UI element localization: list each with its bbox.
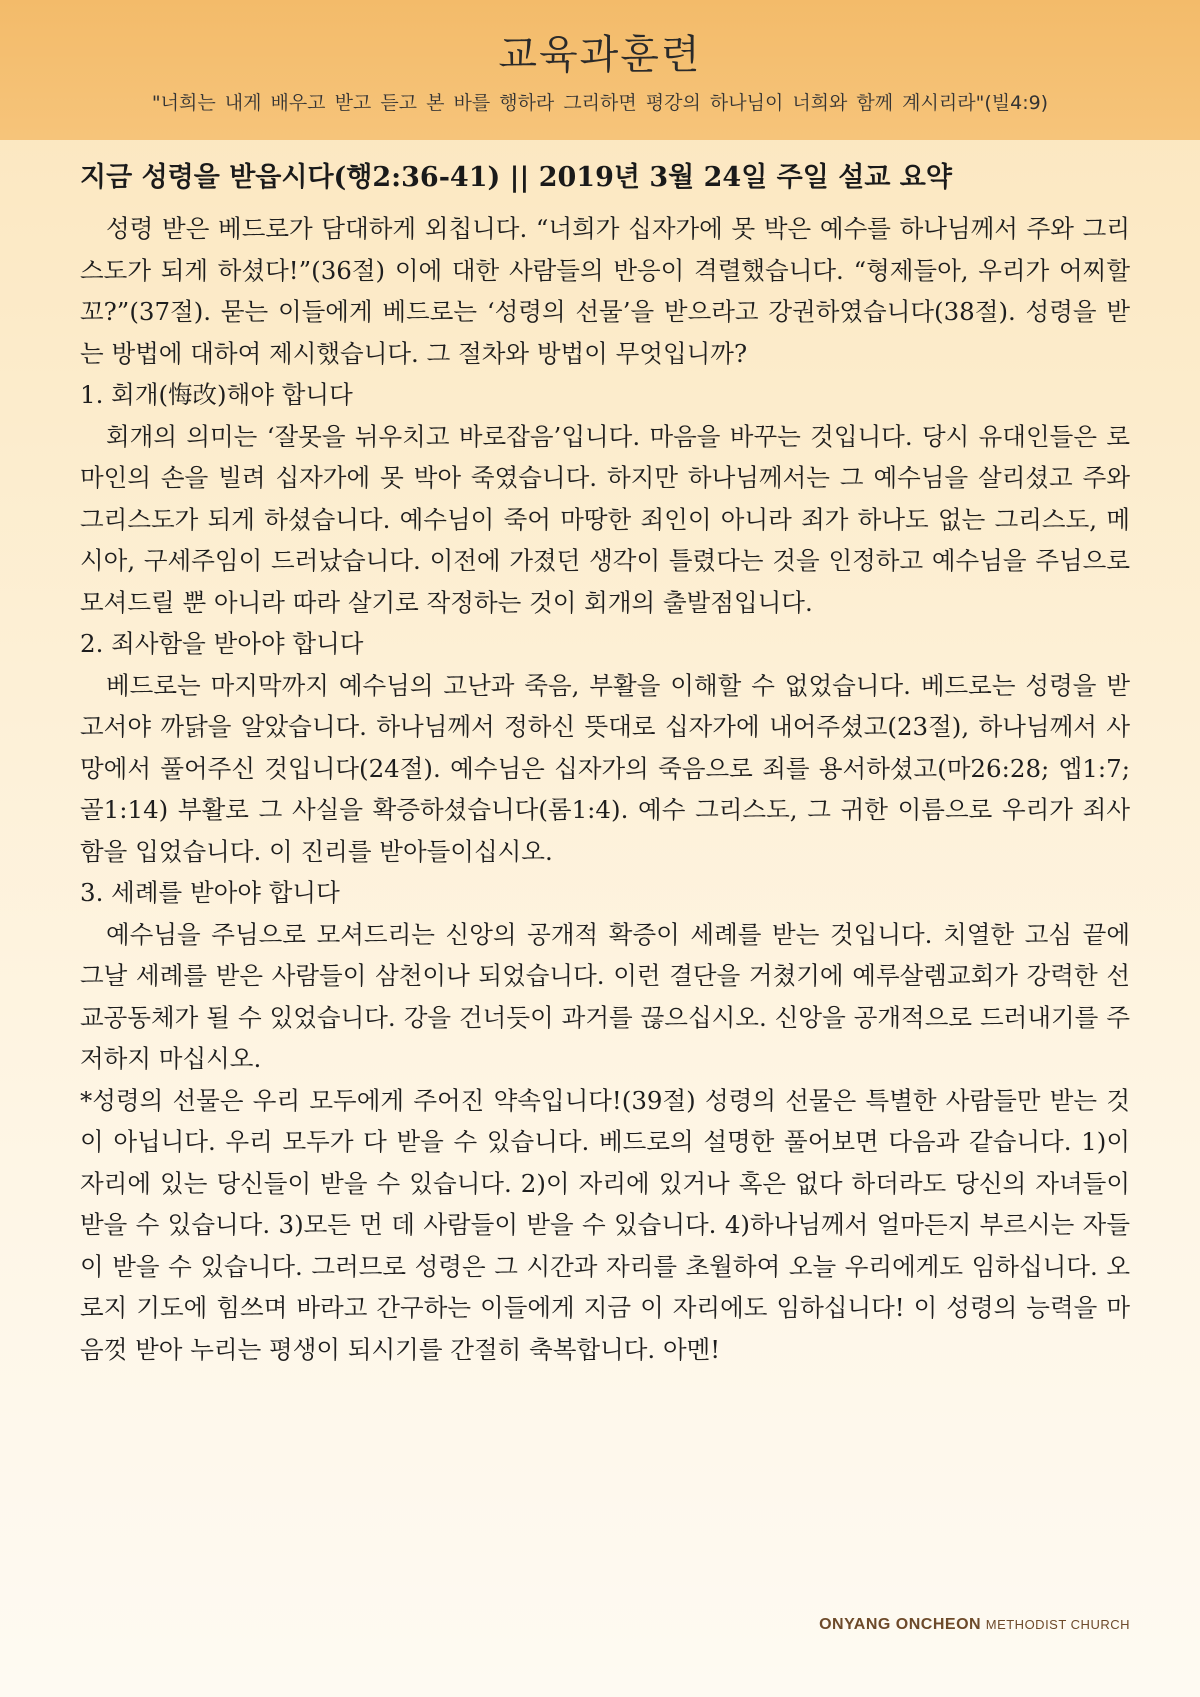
sermon-body xyxy=(80,208,1130,1370)
church-name: ONYANG ONCHEON xyxy=(819,1616,982,1633)
church-logo xyxy=(819,1616,1130,1634)
section-text-3: 예수님을 주님으로 모셔드리는 신앙의 공개적 확증이 세례를 받는 것입니다. 치열한 고심 끝에 그날 세례를 받은 사람들이 삼천이나 되었습니다. 이런 결단을 거쳤기에 예루살렘교회가 강력한 선교공동체가 될 수 있었습니다. 강을 건너듯이 과거를 끊으십시오. 신앙을 공개적으로 드러내기를 주저하지 마십시오. xyxy=(80,919,1130,1073)
church-denomination: METHODIST CHURCH xyxy=(985,1617,1130,1632)
sermon-content xyxy=(80,156,1130,1370)
intro-paragraph: 성령 받은 베드로가 담대하게 외칩니다. “너희가 십자가에 못 박은 예수를 하나님께서 주와 그리스도가 되게 하셨다!”(36절) 이에 대한 사람들의 반응이 격렬했습니다. “형제들아, 우리가 어찌할꼬?”(37절). 묻는 이들에게 베드로는 ‘성령의 선물’을 받으라고 강권하였습니다(38절). 성령을 받는 방법에 대하여 제시했습니다. 그 절차와 방법이 무엇입니까? xyxy=(80,214,1130,368)
section-text-2: 베드로는 마지막까지 예수님의 고난과 죽음, 부활을 이해할 수 없었습니다. 베드로는 성령을 받고서야 까닭을 알았습니다. 하나님께서 정하신 뜻대로 십자가에 내어주셨고(23절), 하나님께서 사망에서 풀어주신 것입니다(24절). 예수님은 십자가의 죽음으로 죄를 용서하셨고(마26:28; 엡1:7; 골1:14) 부활로 그 사실을 확증하셨습니다(롬1:4). 예수 그리스도, 그 귀한 이름으로 우리가 죄사함을 입었습니다. 이 진리를 받아들이십시오. xyxy=(80,670,1130,866)
section-heading-3: 3. 세례를 받아야 합니다 xyxy=(80,878,340,907)
section-heading-1: 1. 회개(悔改)해야 합니다 xyxy=(80,380,353,409)
header-verse: "너희는 내게 배우고 받고 듣고 본 바를 행하라 그리하면 평강의 하나님이 너희와 함께 계시리라"(빌4:9) xyxy=(151,92,1049,114)
header-banner xyxy=(0,0,1200,140)
sermon-title: 지금 성령을 받읍시다(행2:36-41) || 2019년 3월 24일 주일 설교 요약 xyxy=(80,162,952,193)
holy-spirit-note: *성령의 선물은 우리 모두에게 주어진 약속입니다!(39절) 성령의 선물은 특별한 사람들만 받는 것이 아닙니다. 우리 모두가 다 받을 수 있습니다. 베드로의 설명한 풀어보면 다음과 같습니다. 1)이 자리에 있는 당신들이 받을 수 있습니다. 2)이 자리에 있거나 혹은 없다 하더라도 당신의 자녀들이 받을 수 있습니다. 3)모든 먼 데 사람들이 받을 수 있습니다. 4)하나님께서 얼마든지 부르시는 자들이 받을 수 있습니다. 그러므로 성령은 그 시간과 자리를 초월하여 오늘 우리에게도 임하십니다. 오로지 기도에 힘쓰며 바라고 간구하는 이들에게 지금 이 자리에도 임하십니다! 이 성령의 능력을 마음껏 받아 누리는 평생이 되시기를 간절히 축복합니다. 아멘! xyxy=(80,1085,1130,1364)
section-heading-2: 2. 죄사함을 받아야 합니다 xyxy=(80,629,364,658)
page-title: 교육과훈련 xyxy=(498,32,702,78)
section-text-1: 회개의 의미는 ‘잘못을 뉘우치고 바로잡음’입니다. 마음을 바꾸는 것입니다. 당시 유대인들은 로마인의 손을 빌려 십자가에 못 박아 죽였습니다. 하지만 하나님께서는 그 예수님을 살리셨고 주와 그리스도가 되게 하셨습니다. 예수님이 죽어 마땅한 죄인이 아니라 죄가 하나도 없는 그리스도, 메시아, 구세주임이 드러났습니다. 이전에 가졌던 생각이 틀렸다는 것을 인정하고 예수님을 주님으로 모셔드릴 뿐 아니라 따라 살기로 작정하는 것이 회개의 출발점입니다. xyxy=(80,421,1130,617)
